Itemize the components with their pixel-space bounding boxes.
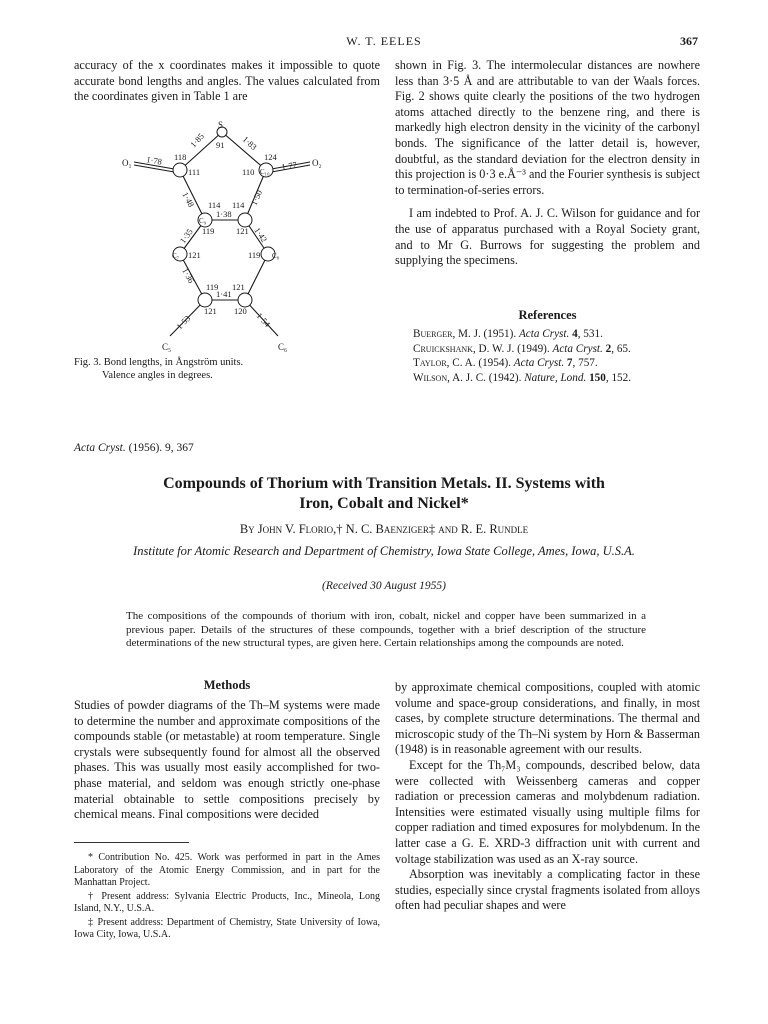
atom-label-c5: C₅: [162, 342, 172, 352]
top-left-paragraph: [74, 58, 380, 105]
angle-label-10: 121: [188, 250, 201, 260]
bond-label-7: 1·38: [216, 209, 232, 219]
angle-label-6: 114: [208, 200, 221, 210]
bond-label-12: 1·54: [254, 310, 273, 329]
angle-label-12: 119: [206, 282, 219, 292]
article-title-line1: Compounds of Thorium with Transition Metals. II. Systems with: [163, 475, 605, 492]
atom-label-o2: O₂: [312, 158, 322, 168]
bond-label-5: 1·48: [180, 190, 197, 209]
angle-label-7: 114: [232, 200, 245, 210]
figure-caption-line1: Fig. 3. Bond lengths, in Ångström units.: [74, 357, 244, 368]
atom-c6-right: [238, 293, 252, 307]
atom-c6-left: [198, 293, 212, 307]
methods-right-column: [395, 680, 700, 914]
references-heading: References: [518, 308, 577, 322]
atom-label-c8: C₈: [272, 252, 280, 260]
angle-label-8: 119: [202, 226, 215, 236]
atom-label-c10: C₁₀: [260, 168, 270, 176]
bond-label-11: 1·53: [174, 313, 193, 332]
angle-label-4: 111: [188, 167, 201, 177]
atom-c-left: [173, 163, 187, 177]
institution: Institute for Atomic Research and Department of Chemistry, Iowa State College, Ames, Iowa, U.S.A.: [133, 544, 635, 558]
atom-label-c9: C₉: [199, 217, 207, 225]
footnotes: [74, 852, 380, 943]
top-right-paragraph-1: shown in Fig. 3. The intermolecular distances are nowhere less than 3·5 Å and are attributable to van der Waals forces. Fig. 2 shows quite clearly the positions of the two hydrogen atoms attached directly to the benzene ring, and there is markedly high electron density in the vicinity of the carbonyl bonds. The significance of the latter detail is, however, doubtful, as the standard deviation for the electron density in this projection is 0·3 e.Å⁻³ and the Fourier synthesis is subject to termination-of-series errors.: [395, 58, 700, 197]
author-byline: By John V. Florio,† N. C. Baenziger‡ and R. E. Rundle: [239, 522, 529, 536]
angle-label-1: 91: [216, 140, 225, 150]
angle-label-14: 121: [204, 306, 217, 316]
figure-caption: [74, 356, 380, 382]
bond-label-6: 1·50: [248, 188, 265, 207]
bond-label-9: 1·42: [252, 225, 270, 245]
bond-label-1: 1·85: [188, 131, 206, 150]
angle-label-11: 119: [248, 250, 261, 260]
reference-item: Taylor, C. A. (1954). Acta Cryst. 7, 757.: [413, 357, 598, 369]
atom-label-s: S: [218, 120, 224, 130]
bond-label-3: 1·78: [145, 154, 163, 167]
bond-label-4: 1·77: [280, 159, 298, 172]
methods-paragraph-4: Absorption was inevitably a complicating factor in these studies, especially since crystal fragments isolated from alloys often had peculiar shapes and were: [395, 867, 700, 913]
running-header-author: W. T. EELES: [346, 34, 422, 48]
bond-label-10: 1·41: [216, 289, 232, 299]
methods-left-column: [74, 698, 380, 823]
figure-3-molecule: [110, 118, 350, 363]
journal-reference: Acta Cryst. (1956). 9, 367: [74, 442, 194, 454]
footnote-2: † Present address: Sylvania Electric Products, Inc., Mineola, Long Island, N.Y., U.S.A.: [74, 890, 380, 914]
received-date: (Received 30 August 1955): [321, 580, 446, 592]
atom-label-o1: O₁: [122, 158, 132, 168]
atom-label-c7: C₇: [172, 252, 180, 260]
angle-label-5: 110: [242, 167, 255, 177]
angle-label-13: 121: [232, 282, 245, 292]
molecule-diagram: [110, 118, 350, 363]
bond-c8-c6b: [245, 254, 268, 300]
bond-label-13: 1·36: [180, 266, 197, 285]
footnote-rule: [74, 842, 189, 843]
bond-label-8: 1·35: [177, 226, 195, 246]
bond-label-2: 1·83: [240, 134, 259, 152]
methods-paragraph-2: by approximate chemical compositions, coupled with atomic volume and space-group considerations, and finally, in most cases, by complete structure determinations. The thermal and microscopic study of the Th–Ni system by Horn & Basserman (1948) is in reasonable agreement with our results.: [395, 680, 700, 757]
acknowledgement-paragraph: I am indebted to Prof. A. J. C. Wilson for guidance and for the use of apparatus purchased with a Royal Society grant, and to Mr G. Burrows for suggesting the problem and supplying the specimens.: [395, 206, 700, 268]
page-number: 367: [680, 34, 698, 48]
angle-label-15: 120: [234, 306, 247, 316]
atom-label-c6: C₆: [278, 342, 288, 352]
top-left-text: accuracy of the x coordinates makes it impossible to quote accurate bond lengths and angles. The values calculated from the coordinates given in Table 1 are: [74, 58, 380, 104]
footnote-3: ‡ Present address: Department of Chemistry, State University of Iowa, Iowa City, Iowa, U.S.A.: [74, 916, 380, 940]
methods-heading: Methods: [203, 678, 251, 692]
figure-caption-line2: Valence angles in degrees.: [102, 370, 213, 381]
reference-item: Buerger, M. J. (1951). Acta Cryst. 4, 531.: [413, 328, 603, 340]
article-title-line2: Iron, Cobalt and Nickel*: [299, 495, 469, 512]
article-title: [74, 474, 694, 514]
references-list: [413, 327, 713, 385]
angle-label-9: 121: [236, 226, 249, 236]
abstract: The compositions of the compounds of thorium with iron, cobalt, nickel and copper have been summarized in a previous paper. Details of the structures of these compounds, together with a brief description of the structure determinations of the new structural types, are given here. Certain relationships among the compounds are noted.: [126, 610, 646, 649]
angle-label-3: 124: [264, 152, 277, 162]
reference-item: Cruickshank, D. W. J. (1949). Acta Cryst. 2, 65.: [413, 342, 631, 355]
methods-paragraph-3: Except for the Th₇M₃ compounds, described below, data were collected with Weissenberg cameras and copper radiation or precession cameras and molybdenum radiation. Intensities were estimated visually using multiple films for copper radiation and timed exposures for molybdenum. In the latter case a G. E. XRD-3 diffraction unit with current and voltage stabilization was used as an X-ray source.: [395, 757, 700, 866]
methods-paragraph-1: Studies of powder diagrams of the Th–M systems were made to determine the number and approximate compositions of the compounds stable (or metastable) at room temperature. Single crystals were subsequently found for almost all the observed phases. This was usually most easily accomplished for two-phase material, and seldom was enough strictly one-phase material obtainable to settle compositions precisely by chemical means. Final compositions were decided: [74, 698, 380, 822]
reference-item: Wilson, A. J. C. (1942). Nature, Lond. 150, 152.: [413, 371, 632, 384]
atom-c9-right: [238, 213, 252, 227]
footnote-1: * Contribution No. 425. Work was performed in part in the Ames Laboratory of the Atomic Energy Commission, and in part for the Manhattan Project.: [74, 852, 380, 888]
angle-label-2: 118: [174, 152, 187, 162]
top-right-column: [395, 58, 700, 269]
